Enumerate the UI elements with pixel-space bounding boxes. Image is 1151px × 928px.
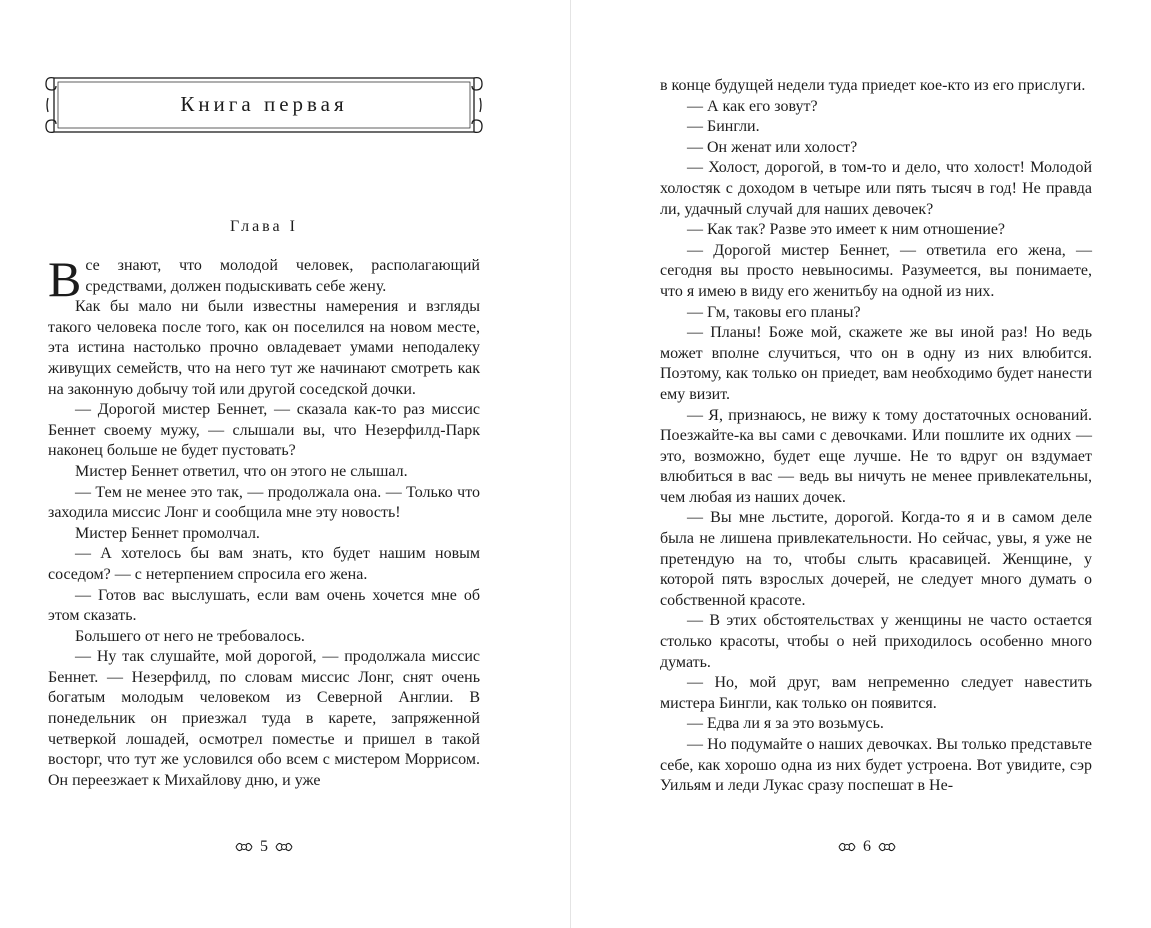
paragraph: — Я, признаюсь, не вижу к тому достаточных оснований. Поезжайте-ка вы сами с девочками. Или пошлите их одних — это, возможно, будет еще лучше. Не то вдруг он вздумает влюбиться в вас — ведь вы ничуть не менее привлекательны, чем любая из наших дочек. xyxy=(660,406,1092,506)
paragraph: — Вы мне льстите, дорогой. Когда-то я и в самом деле была не лишена привлекательности. Но сейчас, увы, я уже не претендую на то, чтобы слыть красавицей. Женщине, у которой пять взрослых дочерей, не следует много думать о собственной красоте. xyxy=(660,509,1092,609)
page-number-right xyxy=(807,838,927,856)
drop-cap: В xyxy=(48,251,82,307)
paragraph: Все знают, что молодой человек, располагающий средствами, должен подыскивать себе жену. xyxy=(48,251,480,307)
paragraph: — А как его зовут? xyxy=(687,97,818,115)
paragraph: — Бингли. xyxy=(687,118,760,136)
fleuron-left-icon xyxy=(234,840,254,854)
paragraph: Мистер Беннет ответил, что он этого не слышал. xyxy=(75,462,408,480)
paragraph: — Гм, таковы его планы? xyxy=(687,303,861,321)
paragraph: — Холост, дорогой, в том-то и дело, что холост! Молодой холостяк с доходом в четыре или пять тысяч в год! Не правда ли, удачный случай для наших девочек? xyxy=(660,159,1092,218)
paragraph: — Планы! Боже мой, скажете же вы иной раз! Но ведь может вполне случиться, что он в одну из них влюбится. Поэтому, как только он приедет, вам необходимо будет нанести ему визит. xyxy=(660,324,1092,403)
page-number-left xyxy=(204,838,324,856)
paragraph: — Ну так слушайте, мой дорогой, — продолжала миссис Беннет. — Незерфилд, по словам миссис Лонг, снят очень богатым молодым человеком из Северной Англии. В понедельник он приезжал туда в карете, запряженной четверкой лошадей, осмотрел поместье и пришел в такой восторг, что тут же условился обо всем с мистером Моррисом. Он переезжает к Михайлову дню, и уже xyxy=(48,648,480,789)
chapter-title: Глава I xyxy=(230,218,298,235)
paragraph: в конце будущей недели туда приедет кое-кто из его прислуги. xyxy=(660,77,1086,94)
book-title-frame xyxy=(44,72,484,138)
paragraph: — Тем не менее это так, — продолжала она. — Только что заходила миссис Лонг и сообщила мне эту новость! xyxy=(48,483,480,522)
paragraph: — Он женат или холост? xyxy=(687,138,858,156)
right-page xyxy=(570,0,1151,928)
fleuron-right-icon xyxy=(274,840,294,854)
paragraph: — Но подумайте о наших девочках. Вы только представьте себе, как хорошо одна из них будет устроена. Вот увидите, сэр Уильям и леди Лукас сразу поспешат в Не- xyxy=(660,736,1092,795)
left-page xyxy=(0,0,570,928)
paragraph: — Дорогой мистер Беннет, — сказала как-то раз миссис Беннет своему мужу, — слышали вы, что Незерфилд-Парк наконец больше не будет пустовать? xyxy=(48,401,480,460)
book-title: Книга первая xyxy=(180,92,348,116)
paragraph: — Как так? Разве это имеет к ним отношение? xyxy=(687,221,1006,239)
right-page-body xyxy=(660,76,1092,797)
paragraph: — А хотелось бы вам знать, кто будет нашим новым соседом? — с нетерпением спросила его жена. xyxy=(48,545,480,583)
page-number: 5 xyxy=(260,838,268,855)
page-number: 6 xyxy=(863,838,871,855)
paragraph: — Едва ли я за это возьмусь. xyxy=(687,715,884,733)
fleuron-left-icon xyxy=(837,840,857,854)
fleuron-right-icon xyxy=(877,840,897,854)
paragraph: — В этих обстоятельствах у женщины не часто остается столько красоты, чтобы о ней приходилось особенно много думать. xyxy=(660,612,1092,671)
paragraph: Большего от него не требовалось. xyxy=(75,627,305,645)
paragraph: — Дорогой мистер Беннет, — ответила его жена, — сегодня вы просто невыносимы. Разумеется, вы понимаете, что я имею в виду его женитьбу на одной из них. xyxy=(660,241,1092,300)
paragraph: — Готов вас выслушать, если вам очень хочется мне об этом сказать. xyxy=(48,586,480,625)
left-page-body xyxy=(48,251,480,791)
paragraph: Мистер Беннет промолчал. xyxy=(75,524,260,542)
paragraph: Как бы мало ни были известны намерения и взгляды такого человека после того, как он поселился на новом месте, эта истина настолько прочно овладевает умами неподалеку живущих семейств, что на него тут же начинают смотреть как на законную добычу той или другой соседской дочки. xyxy=(48,298,480,398)
paragraph: — Но, мой друг, вам непременно следует навестить мистера Бингли, как только он появится. xyxy=(660,674,1092,712)
